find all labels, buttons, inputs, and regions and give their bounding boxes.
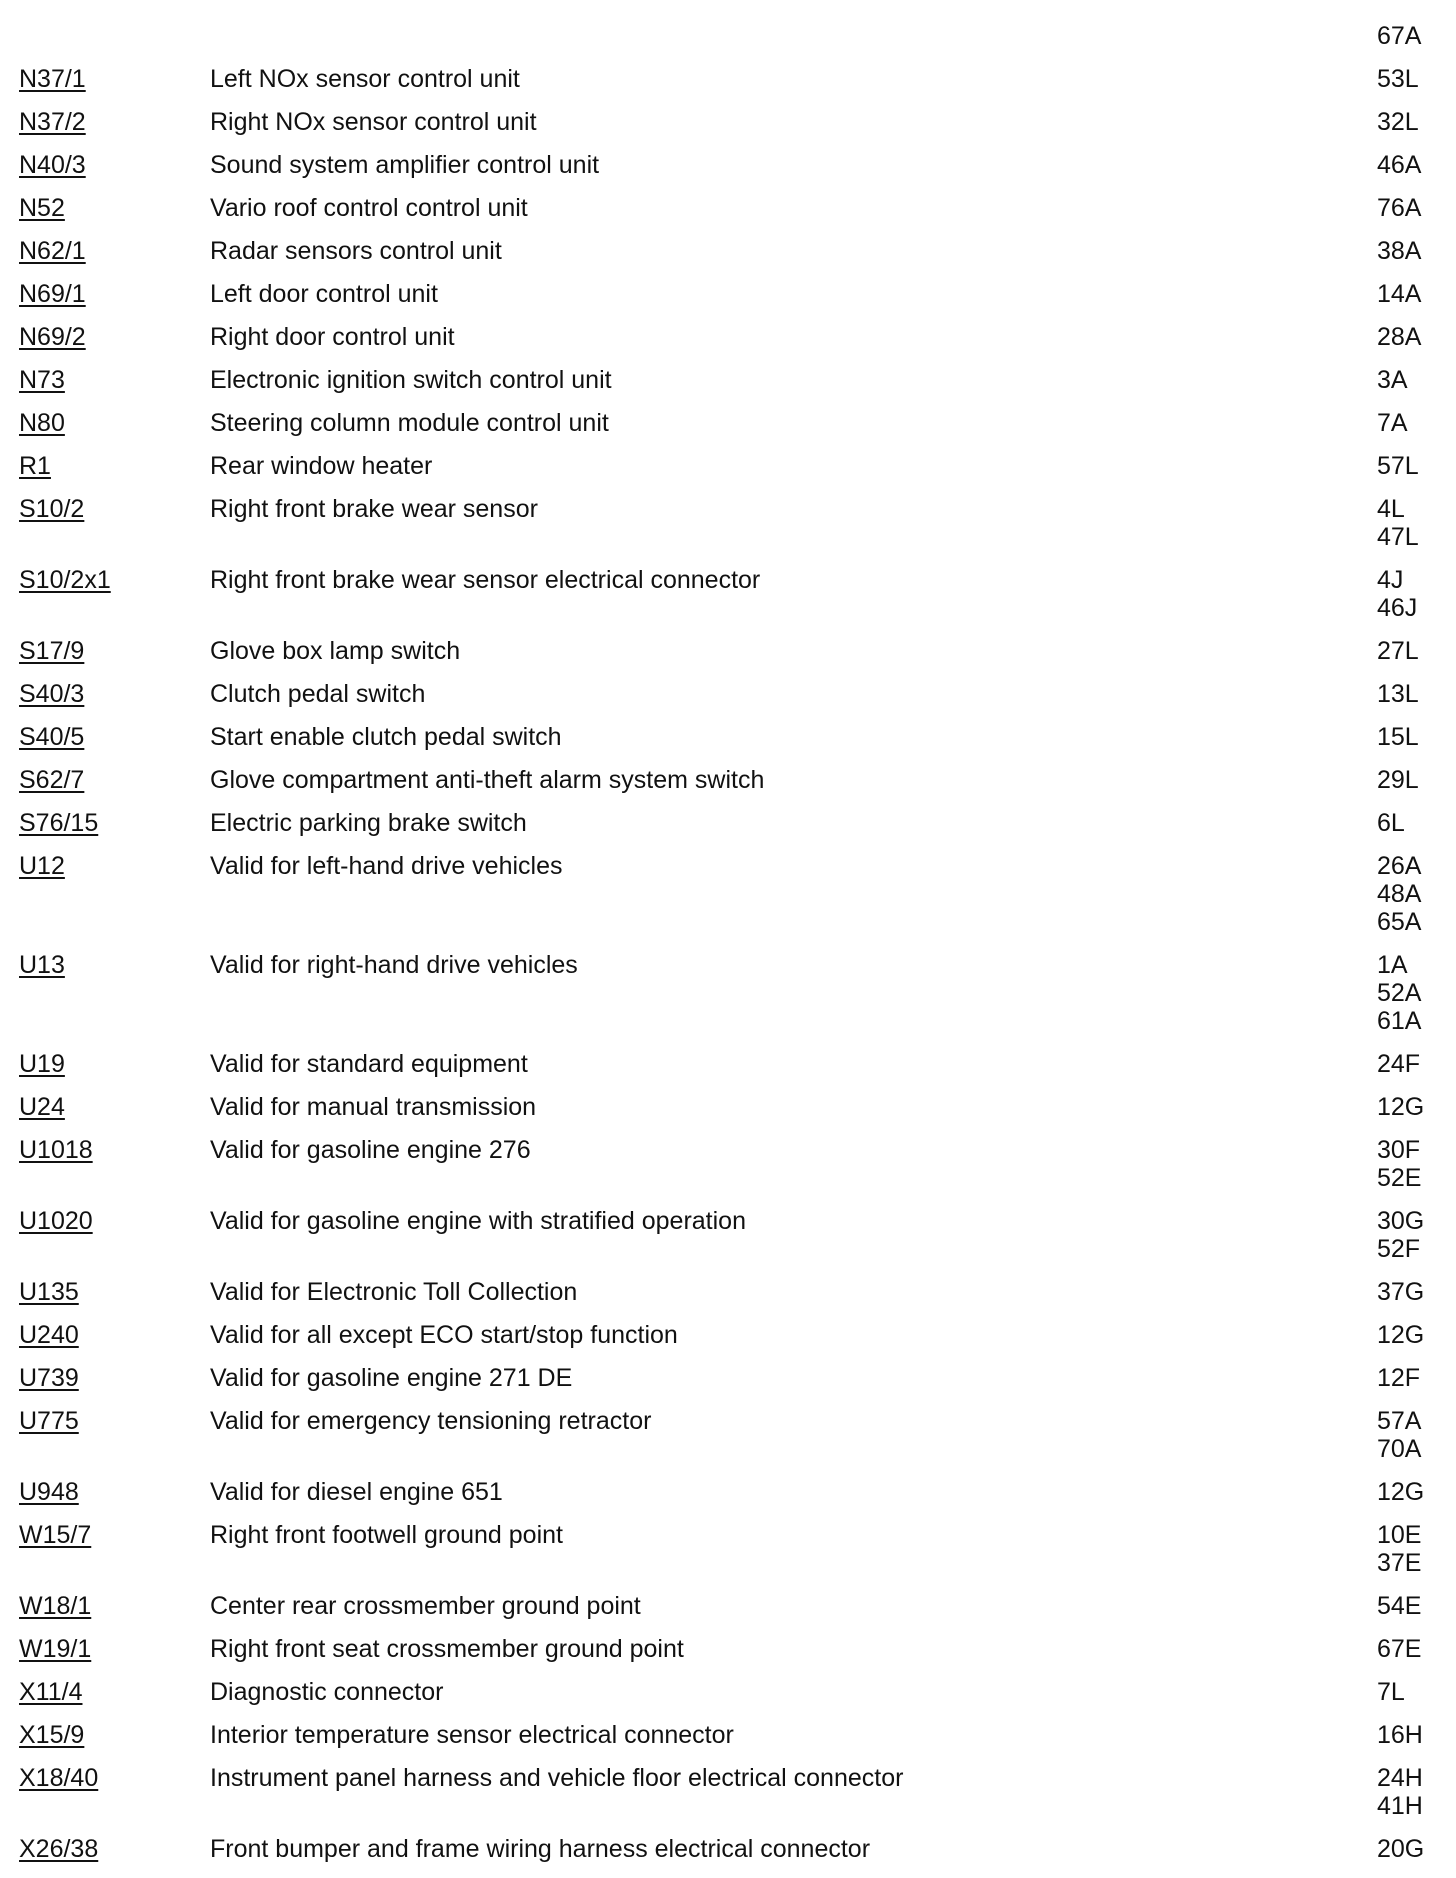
grid-reference-list <box>1377 237 1421 265</box>
grid-reference: 12G <box>1377 1093 1425 1121</box>
grid-reference: 7A <box>1377 409 1408 437</box>
grid-reference: 67A <box>1377 22 1422 50</box>
component-description: Sound system amplifier control unit <box>210 151 600 179</box>
component-code-link[interactable]: X15/9 <box>19 1721 85 1749</box>
grid-reference-list <box>1377 1050 1420 1078</box>
grid-reference: 46J <box>1377 594 1418 622</box>
legend-row <box>0 1635 1456 1678</box>
grid-reference: 27L <box>1377 637 1419 665</box>
legend-row <box>0 637 1456 680</box>
legend-row <box>0 452 1456 495</box>
component-description: Steering column module control unit <box>210 409 609 437</box>
grid-reference: 65A <box>1377 908 1422 936</box>
component-code-link[interactable]: S17/9 <box>19 637 85 665</box>
grid-reference: 24F <box>1377 1050 1421 1078</box>
component-description: Left NOx sensor control unit <box>210 65 520 93</box>
component-description: Valid for emergency tensioning retractor <box>210 1407 652 1435</box>
component-code-link[interactable]: U240 <box>19 1321 79 1349</box>
grid-reference-list <box>1377 1721 1423 1749</box>
component-code-link[interactable]: N40/3 <box>19 151 86 179</box>
grid-reference-list <box>1377 566 1417 622</box>
grid-reference-list <box>1377 1678 1405 1706</box>
grid-reference-list <box>1377 495 1419 551</box>
grid-reference: 13L <box>1377 680 1419 708</box>
component-description: Right front seat crossmember ground point <box>210 1635 684 1663</box>
component-code-link[interactable]: S10/2 <box>19 495 85 523</box>
grid-reference: 67E <box>1377 1635 1422 1663</box>
grid-reference-list <box>1377 151 1421 179</box>
grid-reference-list <box>1377 409 1408 437</box>
grid-reference-list <box>1377 1207 1424 1263</box>
component-description: Right front brake wear sensor electrical connector <box>210 566 761 594</box>
component-description: Instrument panel harness and vehicle floor electrical connector <box>210 1764 904 1792</box>
legend-row <box>0 22 1456 65</box>
legend-row <box>0 409 1456 452</box>
grid-reference-list <box>1377 1478 1424 1506</box>
grid-reference: 3A <box>1377 366 1408 394</box>
grid-reference: 20G <box>1377 1835 1425 1863</box>
component-description: Right front brake wear sensor <box>210 495 538 523</box>
component-description: Valid for left-hand drive vehicles <box>210 852 563 880</box>
legend-row <box>0 1478 1456 1521</box>
component-description: Glove compartment anti-theft alarm system switch <box>210 766 765 794</box>
component-description: Valid for standard equipment <box>210 1050 528 1078</box>
component-code-link[interactable]: U948 <box>19 1478 79 1506</box>
component-description: Vario roof control control unit <box>210 194 528 222</box>
grid-reference: 76A <box>1377 194 1422 222</box>
grid-reference: 1A <box>1377 951 1408 979</box>
component-description: Valid for gasoline engine with stratified operation <box>210 1207 746 1235</box>
component-description: Valid for manual transmission <box>210 1093 537 1121</box>
legend-row <box>0 1592 1456 1635</box>
grid-reference-list <box>1377 452 1419 480</box>
component-description: Front bumper and frame wiring harness electrical connector <box>210 1835 871 1863</box>
grid-reference: 4L <box>1377 495 1405 523</box>
grid-reference: 70A <box>1377 1435 1422 1463</box>
grid-reference: 12G <box>1377 1321 1425 1349</box>
grid-reference: 52E <box>1377 1164 1422 1192</box>
component-code-link[interactable]: S62/7 <box>19 766 85 794</box>
legend-row <box>0 1407 1456 1478</box>
legend-row <box>0 366 1456 409</box>
component-code-link[interactable]: X11/4 <box>19 1678 83 1706</box>
grid-reference-list <box>1377 1136 1421 1192</box>
component-description: Interior temperature sensor electrical connector <box>210 1721 734 1749</box>
component-code-link[interactable]: N69/2 <box>19 323 86 351</box>
grid-reference: 52A <box>1377 979 1422 1007</box>
grid-reference-list <box>1377 1521 1421 1577</box>
legend-row <box>0 1678 1456 1721</box>
grid-reference: 47L <box>1377 523 1419 551</box>
component-legend-list <box>0 22 1456 1878</box>
component-code-link[interactable]: S76/15 <box>19 809 99 837</box>
grid-reference-list <box>1377 723 1419 751</box>
grid-reference-list <box>1377 1635 1421 1663</box>
legend-row <box>0 1050 1456 1093</box>
legend-row <box>0 1721 1456 1764</box>
component-description: Diagnostic connector <box>210 1678 444 1706</box>
legend-row <box>0 566 1456 637</box>
grid-reference: 48A <box>1377 880 1422 908</box>
grid-reference-list <box>1377 1835 1424 1863</box>
component-code-link[interactable]: U1020 <box>19 1207 93 1235</box>
grid-reference-list <box>1377 852 1421 936</box>
component-description: Valid for diesel engine 651 <box>210 1478 503 1506</box>
component-code-link[interactable]: N62/1 <box>19 237 86 265</box>
grid-reference-list <box>1377 1093 1424 1121</box>
grid-reference-list <box>1377 680 1419 708</box>
legend-row <box>0 1207 1456 1278</box>
grid-reference: 4J <box>1377 566 1404 594</box>
grid-reference: 12F <box>1377 1364 1421 1392</box>
grid-reference: 37E <box>1377 1549 1422 1577</box>
grid-reference-list <box>1377 951 1421 1035</box>
grid-reference-list <box>1377 766 1419 794</box>
grid-reference-list <box>1377 65 1419 93</box>
grid-reference-list <box>1377 1278 1424 1306</box>
component-description: Valid for gasoline engine 276 <box>210 1136 531 1164</box>
component-code-link[interactable]: N52 <box>19 194 65 222</box>
component-code-link[interactable]: U19 <box>19 1050 65 1078</box>
grid-reference-list <box>1377 637 1419 665</box>
component-description: Valid for right-hand drive vehicles <box>210 951 578 979</box>
component-description: Electric parking brake switch <box>210 809 527 837</box>
legend-row <box>0 766 1456 809</box>
grid-reference-list <box>1377 194 1421 222</box>
grid-reference: 10E <box>1377 1521 1422 1549</box>
component-description: Left door control unit <box>210 280 438 308</box>
component-description: Clutch pedal switch <box>210 680 426 708</box>
legend-row <box>0 1278 1456 1321</box>
grid-reference: 30G <box>1377 1207 1425 1235</box>
legend-row <box>0 1364 1456 1407</box>
grid-reference: 6L <box>1377 809 1405 837</box>
grid-reference: 46A <box>1377 151 1422 179</box>
legend-row <box>0 852 1456 951</box>
grid-reference: 54E <box>1377 1592 1422 1620</box>
component-code-link[interactable]: S40/5 <box>19 723 85 751</box>
component-description: Rear window heater <box>210 452 433 480</box>
grid-reference: 16H <box>1377 1721 1423 1749</box>
grid-reference-list <box>1377 1321 1424 1349</box>
legend-row <box>0 108 1456 151</box>
component-code-link[interactable]: U739 <box>19 1364 79 1392</box>
component-code-link[interactable]: U1018 <box>19 1136 93 1164</box>
grid-reference-list <box>1377 1364 1420 1392</box>
component-code-link[interactable]: X26/38 <box>19 1835 99 1863</box>
component-code-link[interactable]: N80 <box>19 409 65 437</box>
component-code-link[interactable]: W18/1 <box>19 1592 92 1620</box>
grid-reference: 28A <box>1377 323 1422 351</box>
component-description: Center rear crossmember ground point <box>210 1592 641 1620</box>
grid-reference: 38A <box>1377 237 1422 265</box>
grid-reference-list <box>1377 809 1405 837</box>
grid-reference-list <box>1377 108 1419 136</box>
component-code-link[interactable]: W15/7 <box>19 1521 92 1549</box>
grid-reference-list <box>1377 22 1421 50</box>
component-code-link[interactable]: N37/1 <box>19 65 86 93</box>
grid-reference-list <box>1377 1592 1421 1620</box>
component-description: Radar sensors control unit <box>210 237 502 265</box>
grid-reference: 15L <box>1377 723 1419 751</box>
legend-row <box>0 323 1456 366</box>
grid-reference-list <box>1377 280 1421 308</box>
component-code-link[interactable]: U13 <box>19 951 65 979</box>
legend-row <box>0 680 1456 723</box>
legend-row <box>0 951 1456 1050</box>
component-code-link[interactable]: S10/2x1 <box>19 566 111 594</box>
component-description: Electronic ignition switch control unit <box>210 366 612 394</box>
legend-row <box>0 809 1456 852</box>
component-code-link[interactable]: N69/1 <box>19 280 86 308</box>
component-code-link[interactable]: R1 <box>19 452 51 480</box>
grid-reference: 14A <box>1377 280 1422 308</box>
component-code-link[interactable]: U135 <box>19 1278 79 1306</box>
component-description: Valid for all except ECO start/stop function <box>210 1321 678 1349</box>
grid-reference-list <box>1377 366 1408 394</box>
component-description: Glove box lamp switch <box>210 637 461 665</box>
component-code-link[interactable]: U775 <box>19 1407 79 1435</box>
component-description: Right front footwell ground point <box>210 1521 563 1549</box>
legend-row <box>0 495 1456 566</box>
component-description: Valid for Electronic Toll Collection <box>210 1278 578 1306</box>
legend-row <box>0 1835 1456 1878</box>
legend-row <box>0 151 1456 194</box>
grid-reference: 30F <box>1377 1136 1421 1164</box>
component-description: Start enable clutch pedal switch <box>210 723 562 751</box>
grid-reference: 57A <box>1377 1407 1422 1435</box>
component-description: Right door control unit <box>210 323 455 351</box>
grid-reference: 61A <box>1377 1007 1422 1035</box>
component-code-link[interactable]: N37/2 <box>19 108 86 136</box>
grid-reference-list <box>1377 1764 1423 1820</box>
component-code-link[interactable]: S40/3 <box>19 680 85 708</box>
grid-reference: 32L <box>1377 108 1419 136</box>
grid-reference-list <box>1377 323 1421 351</box>
legend-row <box>0 280 1456 323</box>
component-code-link[interactable]: W19/1 <box>19 1635 92 1663</box>
grid-reference: 7L <box>1377 1678 1405 1706</box>
component-description: Valid for gasoline engine 271 DE <box>210 1364 573 1392</box>
legend-row <box>0 65 1456 108</box>
legend-row <box>0 1521 1456 1592</box>
component-code-link[interactable]: U24 <box>19 1093 65 1121</box>
grid-reference: 29L <box>1377 766 1419 794</box>
component-description: Right NOx sensor control unit <box>210 108 537 136</box>
grid-reference: 41H <box>1377 1792 1423 1820</box>
legend-row <box>0 1093 1456 1136</box>
component-code-link[interactable]: U12 <box>19 852 65 880</box>
legend-row <box>0 723 1456 766</box>
legend-row <box>0 1321 1456 1364</box>
grid-reference-list <box>1377 1407 1421 1463</box>
legend-row <box>0 194 1456 237</box>
legend-row <box>0 237 1456 280</box>
grid-reference: 12G <box>1377 1478 1425 1506</box>
component-code-link[interactable]: N73 <box>19 366 65 394</box>
grid-reference: 57L <box>1377 452 1419 480</box>
grid-reference: 52F <box>1377 1235 1421 1263</box>
legend-row <box>0 1136 1456 1207</box>
grid-reference: 53L <box>1377 65 1419 93</box>
legend-row <box>0 1764 1456 1835</box>
grid-reference: 37G <box>1377 1278 1425 1306</box>
component-code-link[interactable]: X18/40 <box>19 1764 99 1792</box>
grid-reference: 26A <box>1377 852 1422 880</box>
grid-reference: 24H <box>1377 1764 1423 1792</box>
